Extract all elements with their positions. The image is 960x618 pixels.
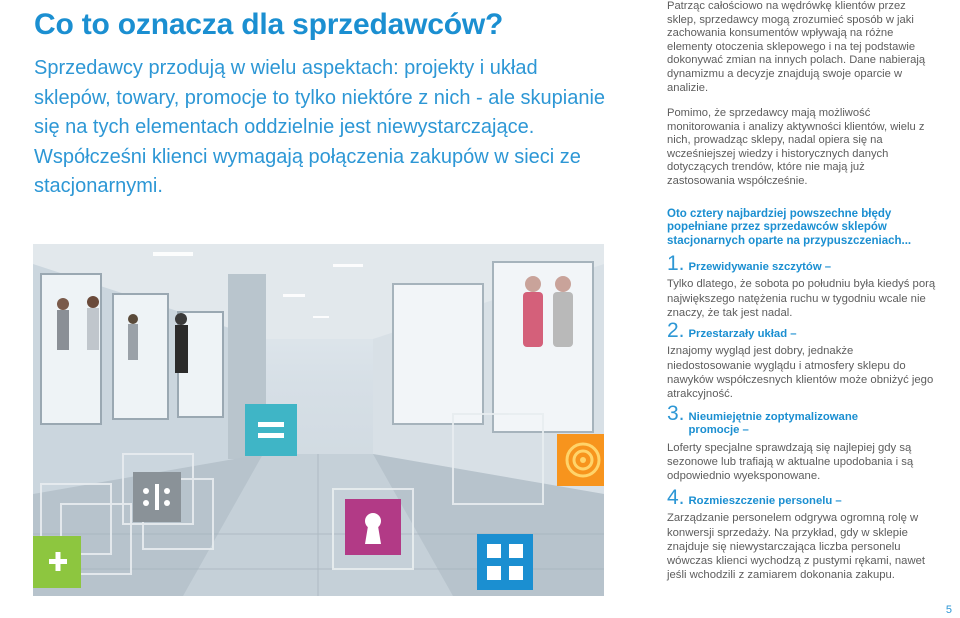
intro-text: Sprzedawcy przodują w wielu aspektach: projekty i układ sklepów, towary, promocje to tylko niektóre z nich - ale skupianie się na tych elementach oddzielnie jest niewystarczające. Współcześni klienci wymagają połączenia zakupów w sieci ze stacjonarnymi. bbox=[34, 57, 606, 197]
item-number: 3. bbox=[667, 402, 685, 425]
mall-illustration bbox=[33, 244, 604, 596]
split-icon bbox=[133, 472, 181, 522]
item-number: 2. bbox=[667, 319, 685, 342]
item-number: 1. bbox=[667, 252, 685, 275]
shopping-mall-image bbox=[33, 244, 604, 596]
item-body: Loferty specjalne sprawdzają się najlepiej gdy są sezonowe lub trafiają w aktualne upodobania i są odpowiednio wyeksponowane. bbox=[667, 441, 914, 483]
item-number: 4. bbox=[667, 486, 685, 509]
item-title: Rozmieszczenie personelu – bbox=[688, 495, 842, 507]
item-title: Przewidywanie szczytów – bbox=[688, 261, 832, 273]
paragraph-1: Patrząc całościowo na wędrówkę klientów przez sklep, sprzedawcy mogą zrozumieć sposób w jaki zachowania konsumentów wpływają na różne elementy otoczenia sklepowego i na tej podstawie dokonywać zmian na innych polach. Dane nabierają dynamizmu a decyzje znajdują swoje oparcie w analizie. bbox=[667, 0, 926, 94]
paragraph-2: Pomimo, że sprzedawcy mają możliwość monitorowania i analizy aktywności klientów, wielu z nich, prowadząc sklepy, nadal opiera się na wcześniejszej wiedzy i historycznych danych dotyczących trendów, które nie mają już zastosowania współcześnie. bbox=[667, 107, 925, 187]
page-number: 5 bbox=[945, 604, 952, 616]
grid-icon bbox=[477, 534, 533, 590]
error-item-4 bbox=[667, 488, 937, 582]
error-item-1 bbox=[667, 254, 937, 320]
errors-intro: Oto cztery najbardziej powszechne błędy popełniane przez sprzedawców sklepów stacjonarnych oparte na przypuszczeniach... bbox=[667, 208, 912, 247]
plus-icon bbox=[33, 536, 81, 588]
error-item-2 bbox=[667, 321, 937, 401]
item-title: Przestarzały układ – bbox=[688, 328, 797, 340]
page-title: Co to oznacza dla sprzedawców? bbox=[34, 8, 504, 41]
item-body: Iznajomy wygląd jest dobry, jednakże niedostosowanie wyglądu i atmosfery sklepu do nawyków współczesnych klientów może obniżyć jego atrakcyjność. bbox=[667, 345, 934, 401]
error-item-3 bbox=[667, 404, 937, 483]
equals-icon bbox=[245, 404, 297, 456]
keyhole-icon bbox=[345, 499, 401, 555]
item-body: Zarządzanie personelem odgrywa ogromną rolę w konwersji sprzedaży. Na przykład, gdy w sklepie znajduje się niewystarczająca liczba personelu wówczas klienci wychodzą z pustymi rękami, nawet jeśli wchodzili z zamiarem dokonania zakupu. bbox=[667, 512, 926, 582]
sunburst-icon bbox=[557, 434, 604, 486]
item-body: Tylko dlatego, że sobota po południu była kiedyś porą największego natężenia ruchu w tygodniu wcale nie znaczy, że tak jest nadal. bbox=[667, 278, 936, 319]
item-title: Nieumiejętnie zoptymalizowane promocje – bbox=[688, 411, 859, 437]
